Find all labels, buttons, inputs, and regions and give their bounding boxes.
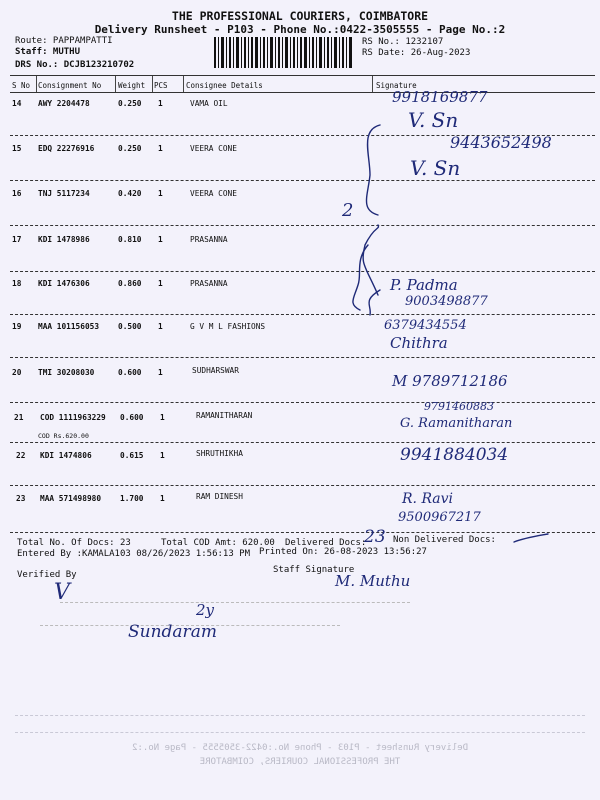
handwritten-mark: 2y — [196, 601, 215, 619]
row-sno: 14 — [12, 99, 22, 108]
row-pcs: 1 — [158, 99, 163, 108]
row-weight: 0.420 — [118, 189, 142, 198]
handwritten-signature: Chithra — [390, 334, 448, 352]
row-consignee: VEERA CONE — [190, 144, 237, 153]
handwritten-signature: V. Sn — [408, 108, 459, 132]
row-pcs: 1 — [158, 189, 163, 198]
row-pcs: 1 — [158, 322, 163, 331]
handwritten-verified-signature: V — [54, 580, 70, 605]
row-separator — [10, 532, 595, 533]
handwritten-dash-graphic — [512, 532, 552, 546]
handwritten-phone: 9003498877 — [405, 294, 488, 309]
printed-on: Printed On: 26-08-2023 13:56:27 — [259, 547, 427, 557]
row-consignee: PRASANNA — [190, 235, 228, 244]
total-cod: Total COD Amt: 620.00 — [161, 538, 275, 548]
row-weight: 0.615 — [120, 451, 144, 460]
row-separator — [10, 402, 595, 403]
row-sno: 23 — [16, 494, 26, 503]
rs-date: RS Date: 26-Aug-2023 — [362, 48, 471, 58]
drs-number: DRS No.: DCJB123210702 — [15, 60, 135, 70]
row-consignment: MAA 101156053 — [38, 322, 100, 331]
barcode — [214, 37, 354, 68]
faint-rule — [15, 732, 585, 733]
row-pcs: 1 — [158, 368, 163, 377]
handwritten-signature: G. Ramanitharan — [400, 416, 513, 431]
staff-label: Staff: MUTHU — [15, 47, 81, 57]
faint-rule — [15, 715, 585, 716]
col-header-consignment: Consignment No — [38, 81, 102, 90]
row-sno: 22 — [16, 451, 26, 460]
handwritten-phone: 9941884034 — [400, 445, 509, 465]
row-consignment: KDI 1476306 — [38, 279, 90, 288]
row-consignee: SUDHARSWAR — [192, 366, 239, 375]
handwritten-phone: 9791460883 — [424, 400, 494, 413]
col-header-signature: Signature — [376, 81, 417, 90]
handwritten-phone: 9443652498 — [450, 133, 552, 152]
handwritten-staff-signature: M. Muthu — [335, 572, 411, 590]
handwritten-signature: V. Sn — [410, 156, 461, 180]
company-title: THE PROFESSIONAL COURIERS, COIMBATORE — [171, 9, 429, 23]
row-weight: 0.500 — [118, 322, 142, 331]
row-weight: 0.860 — [118, 279, 142, 288]
row-pcs: 1 — [160, 413, 165, 422]
col-divider — [36, 76, 37, 92]
header-bottom-rule — [10, 92, 595, 93]
barcode-graphic — [214, 37, 354, 68]
entered-by: Entered By :KAMALA103 08/26/2023 1:56:13 PM — [17, 549, 250, 559]
row-separator — [10, 180, 595, 181]
row-consignment: MAA 571498980 — [40, 494, 102, 503]
route-label: Route: PAPPAMPATTI — [15, 36, 113, 46]
col-divider — [372, 76, 373, 92]
row-consignee: PRASANNA — [190, 279, 228, 288]
staff-signature-label: Staff Signature — [273, 565, 355, 575]
row-sno: 18 — [12, 279, 22, 288]
cod-note: COD Rs.620.00 — [38, 432, 89, 440]
rs-number: RS No.: 1232107 — [362, 37, 444, 47]
faint-rule — [60, 602, 410, 603]
row-separator — [10, 271, 595, 272]
bleed-through-text: Delivery Runsheet - P103 - Phone No.:0422-3505555 - Page No.:2 — [132, 743, 468, 753]
row-consignee: RAM DINESH — [196, 492, 243, 501]
row-consignment: COD 1111963229 — [40, 413, 106, 422]
col-divider — [115, 76, 116, 92]
handwritten-mark: 2 — [342, 200, 354, 221]
col-header-sno: S No — [12, 81, 31, 90]
row-sno: 15 — [12, 144, 22, 153]
row-weight: 0.600 — [118, 368, 142, 377]
handwritten-delivered-count: 23 — [364, 527, 386, 547]
row-separator — [10, 442, 595, 443]
row-consignment: EDQ 22276916 — [38, 144, 95, 153]
row-sno: 21 — [14, 413, 24, 422]
row-consignment: TNJ 5117234 — [38, 189, 90, 198]
non-delivered-label: Non Delivered Docs: — [393, 535, 496, 545]
total-docs: Total No. Of Docs: 23 — [17, 538, 131, 548]
row-separator — [10, 357, 595, 358]
row-consignee: RAMANITHARAN — [196, 411, 253, 420]
row-sno: 16 — [12, 189, 22, 198]
handwritten-signature: P. Padma — [390, 276, 458, 294]
signature-stroke-graphic — [340, 240, 400, 320]
row-consignment: KDI 1474806 — [40, 451, 92, 460]
col-header-pcs: PCS — [154, 81, 168, 90]
row-sno: 17 — [12, 235, 22, 244]
row-consignee: VEERA CONE — [190, 189, 237, 198]
row-consignee: G V M L FASHIONS — [190, 322, 266, 331]
row-pcs: 1 — [158, 144, 163, 153]
row-consignment: TMI 30208030 — [38, 368, 95, 377]
handwritten-phone: 9500967217 — [398, 510, 481, 525]
handwritten-phone: 9918169877 — [392, 88, 488, 106]
row-weight: 0.250 — [118, 144, 142, 153]
row-pcs: 1 — [160, 451, 165, 460]
row-weight: 0.600 — [120, 413, 144, 422]
row-weight: 0.810 — [118, 235, 142, 244]
row-separator — [10, 225, 595, 226]
row-separator — [10, 314, 595, 315]
row-pcs: 1 — [158, 235, 163, 244]
row-pcs: 1 — [160, 494, 165, 503]
runsheet-subtitle: Delivery Runsheet - P103 - Phone No.:0422-3505555 - Page No.:2 — [94, 23, 506, 36]
handwritten-phone: 6379434554 — [384, 318, 467, 333]
delivered-docs-label: Delivered Docs: — [285, 538, 367, 548]
handwritten-signature: R. Ravi — [402, 491, 454, 507]
col-divider — [152, 76, 153, 92]
bleed-through-text: THE PROFESSIONAL COURIERS, COIMBATORE — [199, 757, 401, 767]
row-weight: 0.250 — [118, 99, 142, 108]
row-sno: 19 — [12, 322, 22, 331]
row-separator — [10, 485, 595, 486]
col-divider — [183, 76, 184, 92]
row-consignment: AWY 2204478 — [38, 99, 90, 108]
col-header-consignee: Consignee Details — [186, 81, 263, 90]
handwritten-phone: M 9789712186 — [392, 372, 508, 390]
header-top-rule — [10, 75, 595, 76]
row-weight: 1.700 — [120, 494, 144, 503]
verified-by-label: Verified By — [17, 570, 77, 580]
row-sno: 20 — [12, 368, 22, 377]
row-consignee: SHRUTHIKHA — [196, 449, 243, 458]
handwritten-bottom-signature: Sundaram — [128, 622, 217, 642]
row-consignment: KDI 1478986 — [38, 235, 90, 244]
row-consignee: VAMA OIL — [190, 99, 228, 108]
row-pcs: 1 — [158, 279, 163, 288]
col-header-weight: Weight — [118, 81, 146, 90]
